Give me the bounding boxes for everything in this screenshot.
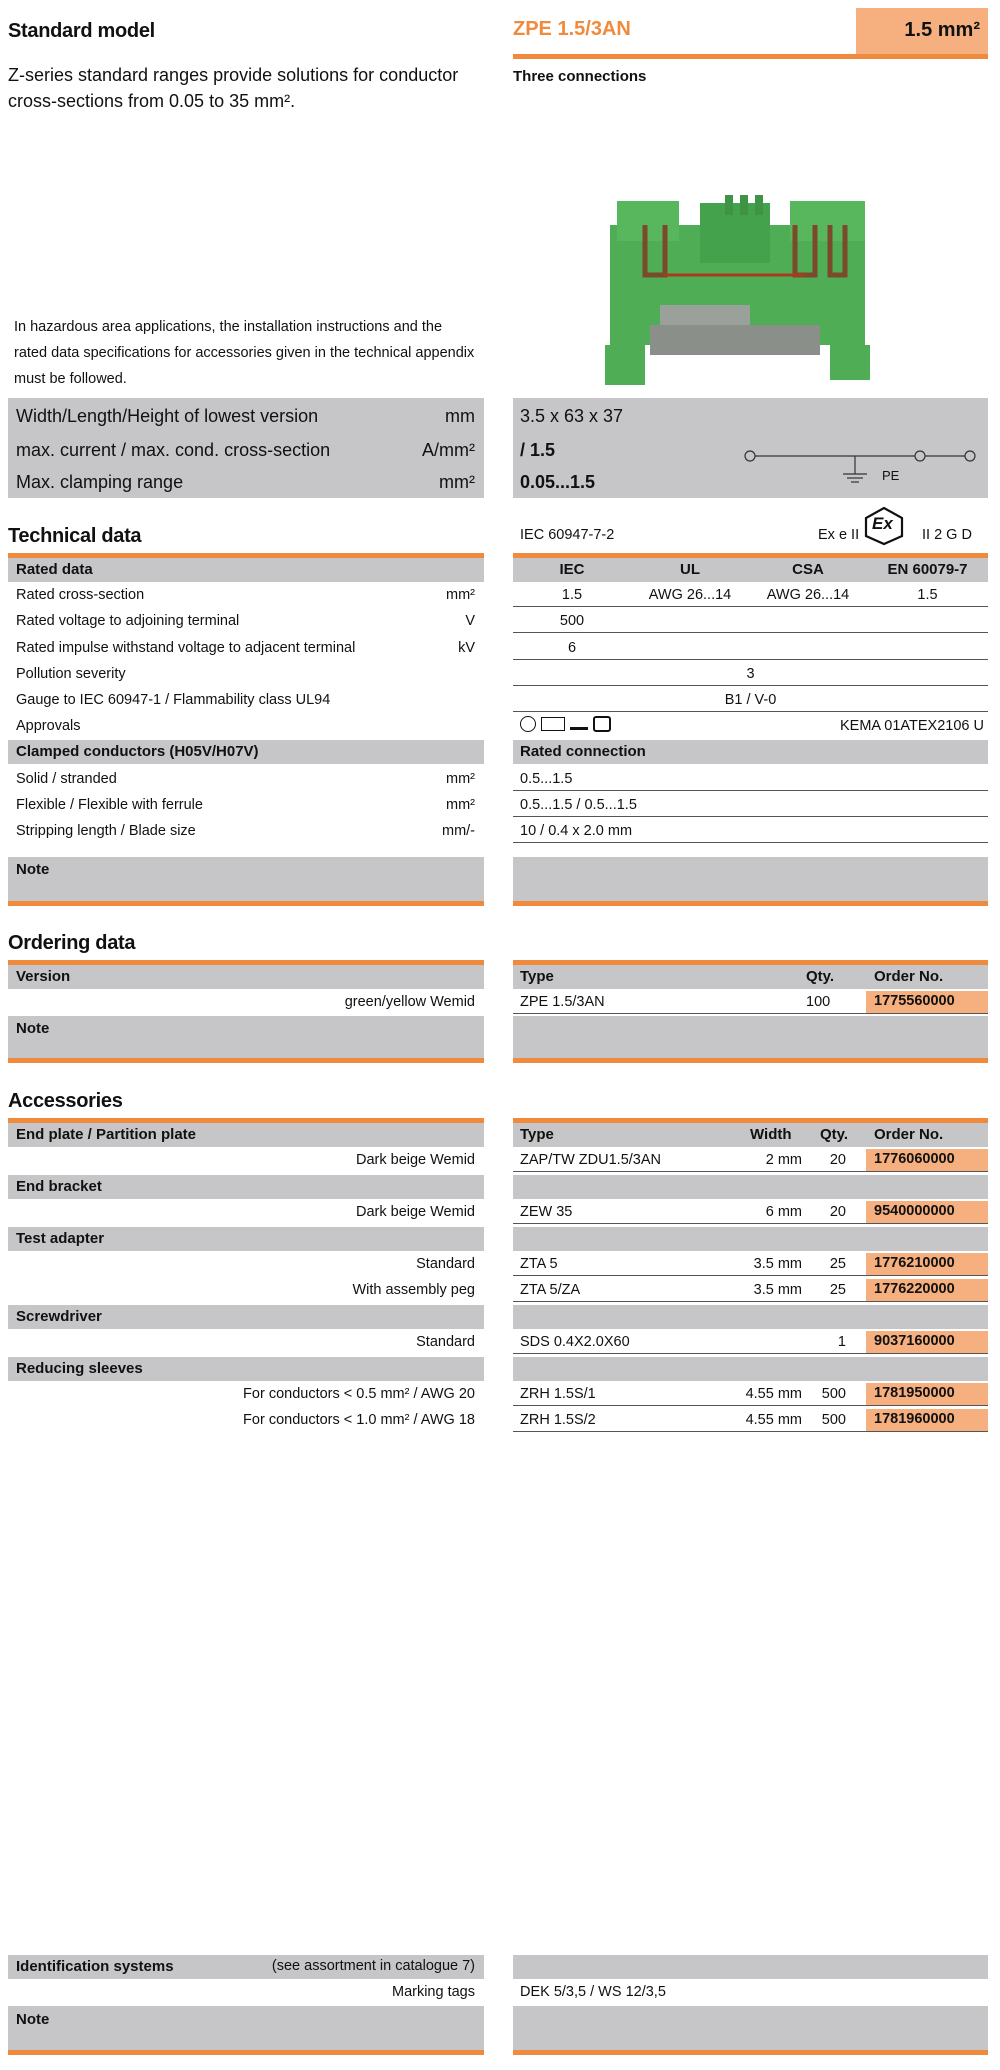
acc-group-4-item-1-desc: For conductors < 1.0 mm² / AWG 18: [243, 1412, 475, 1428]
ordering-qty: 100: [806, 994, 831, 1010]
acc-group-2-item-1-desc: With assembly peg: [352, 1282, 475, 1298]
rated-connection: Rated connection: [520, 743, 646, 760]
acc-group-2-item-1-type: ZTA 5/ZA: [520, 1282, 581, 1298]
approval-logos: [520, 716, 611, 732]
rated-row-1-iec: 500: [559, 613, 585, 629]
clamp-row-0-label: Solid / stranded: [16, 771, 117, 787]
acc-group-2-item-0-qty: 25: [829, 1256, 846, 1272]
acc-col-width: Width: [750, 1126, 792, 1143]
technical-title: Technical data: [8, 525, 142, 547]
summary-row-1-value: / 1.5: [520, 440, 556, 460]
rated-row-0-csa: AWG 26...14: [766, 587, 850, 603]
product-subtitle: Three connections: [513, 68, 647, 85]
acc-group-0-item-0-width: 2 mm: [765, 1152, 802, 1168]
rated-row-0-en: 1.5: [917, 587, 938, 603]
version-header: Version: [16, 968, 71, 985]
ident-note-right: [513, 2006, 988, 2050]
clamp-row-0-value: 0.5...1.5: [520, 771, 573, 787]
col-en: EN 60079-7: [887, 561, 968, 578]
version-value: green/yellow Wemid: [344, 994, 475, 1010]
acc-order-no[interactable]: [866, 1383, 988, 1405]
clamp-row-1-label: Flexible / Flexible with ferrule: [16, 797, 203, 813]
rated-row-1-label: Rated voltage to adjoining terminal: [16, 613, 240, 629]
acc-group-1-item-0-width: 6 mm: [765, 1204, 802, 1220]
acc-col-order: Order No.: [874, 1126, 944, 1143]
clamp-row-0-unit: mm²: [446, 771, 475, 787]
ex-symbol: Ex: [872, 514, 893, 533]
acc-group-4-item-0-qty: 500: [821, 1386, 846, 1402]
approvals-label: Approvals: [16, 718, 81, 734]
acc-col-type: Type: [520, 1126, 554, 1143]
header-rule: [513, 54, 988, 59]
ident-note-left: [8, 2006, 484, 2050]
acc-order-no[interactable]: [866, 1149, 988, 1171]
rated-row-0-iec: 1.5: [561, 587, 583, 603]
clamped-header: Clamped conductors (H05V/H07V): [16, 743, 259, 760]
clamp-row-1-unit: mm²: [446, 797, 475, 813]
acc-group-2-item-0-width: 3.5 mm: [753, 1256, 802, 1272]
summary-row-0-unit: mm: [445, 406, 475, 426]
clamp-row-2-value: 10 / 0.4 x 2.0 mm: [520, 823, 633, 839]
rated-row-2-iec: 6: [567, 640, 577, 656]
acc-group-2-item-0-order: 1776210000: [874, 1255, 955, 1271]
ident-catalogue: (see assortment in catalogue 7): [271, 1958, 475, 1974]
tech-standard: IEC 60947-7-2: [520, 527, 615, 543]
pollution-value: 3: [746, 666, 755, 682]
accessories-title: Accessories: [8, 1090, 123, 1112]
acc-spacer-row: [513, 1227, 988, 1251]
rated-row-0-unit: mm²: [446, 587, 475, 603]
ordering-note-rule-right: [513, 1058, 988, 1063]
acc-group-0-item-0-order: 1776060000: [874, 1151, 955, 1167]
acc-spacer-row: [513, 1305, 988, 1329]
ordering-note-label: Note: [16, 1020, 50, 1037]
version-header-row: [8, 965, 484, 989]
intro-text: Z-series standard ranges provide solutions for conductor cross-sections from 0.05 to 35 mm².: [8, 65, 459, 111]
acc-group-3-item-0-order: 9037160000: [874, 1333, 955, 1349]
acc-group-4-item-1-type: ZRH 1.5S/2: [520, 1412, 596, 1428]
rated-row-0-label: Rated cross-section: [16, 587, 145, 603]
acc-group-0-header: End plate / Partition plate: [16, 1126, 197, 1143]
ordering-note-right: [513, 1016, 988, 1058]
acc-group-3-item-0-desc: Standard: [416, 1334, 475, 1350]
acc-group-1-header: End bracket: [16, 1178, 102, 1195]
ordering-col-order: Order No.: [874, 968, 944, 985]
summary-row-2-label: Max. clamping range: [16, 472, 184, 492]
acc-group-3-item-0-qty: 1: [837, 1334, 846, 1350]
summary-row-1-unit: A/mm²: [422, 440, 475, 460]
tech-ex-class: II 2 G D: [922, 527, 972, 543]
page-title: Standard model: [8, 20, 155, 42]
acc-group-4-item-0-type: ZRH 1.5S/1: [520, 1386, 596, 1402]
rated-row-2-unit: kV: [458, 640, 475, 656]
acc-order-no[interactable]: [866, 1279, 988, 1301]
acc-group-4-item-0-order: 1781950000: [874, 1385, 955, 1401]
summary-row-0-label: Width/Length/Height of lowest version: [16, 406, 319, 426]
kema-logo-icon: [541, 717, 565, 731]
pollution-label: Pollution severity: [16, 666, 126, 682]
ident-marking-value: DEK 5/3,5 / WS 12/3,5: [520, 1984, 666, 2000]
acc-group-4-item-0-desc: For conductors < 0.5 mm² / AWG 20: [243, 1386, 475, 1402]
summary-row-2-value: 0.05...1.5: [520, 472, 596, 492]
acc-group-4-item-1-order: 1781960000: [874, 1411, 955, 1427]
acc-group-4-item-1-qty: 500: [821, 1412, 846, 1428]
csa-logo-icon: [520, 716, 536, 732]
col-ul: UL: [680, 561, 700, 578]
rated-row-0-ul: AWG 26...14: [648, 587, 732, 603]
col-csa: CSA: [792, 561, 824, 578]
gauge-label: Gauge to IEC 60947-1 / Flammability class UL94: [16, 692, 331, 708]
ordering-order-no[interactable]: [866, 991, 988, 1013]
acc-group-1-item-0-desc: Dark beige Wemid: [355, 1204, 475, 1220]
clamp-row-1-value: 0.5...1.5 / 0.5...1.5: [520, 797, 637, 813]
acc-group-3-header: Screwdriver: [16, 1308, 102, 1325]
ul-logo-icon: [593, 716, 611, 732]
summary-row-0-value: 3.5 x 63 x 37: [520, 406, 624, 426]
ident-marking: Marking tags: [391, 1984, 475, 2000]
tech-note-rule-right: [513, 901, 988, 906]
tech-note-right: [513, 857, 988, 901]
ordering-type: ZPE 1.5/3AN: [520, 994, 605, 1010]
summary-row-2-unit: mm²: [439, 472, 475, 492]
clamp-row-2-unit: mm/-: [441, 823, 475, 839]
product-name: ZPE 1.5/3AN: [513, 18, 631, 40]
ordering-note-rule-left: [8, 1058, 484, 1063]
acc-order-no[interactable]: [866, 1409, 988, 1431]
acc-order-no[interactable]: [866, 1201, 988, 1223]
acc-order-no[interactable]: [866, 1331, 988, 1353]
acc-group-1-item-0-order: 9540000000: [874, 1203, 955, 1219]
ordering-col-type: Type: [520, 968, 554, 985]
acc-group-1-item-0-qty: 20: [829, 1204, 846, 1220]
acc-group-2-item-0-type: ZTA 5: [520, 1256, 558, 1272]
tech-note-left: [8, 857, 484, 901]
ident-note-label: Note: [16, 2011, 50, 2028]
size-label: 1.5 mm²: [904, 19, 980, 41]
pe-label: PE: [882, 468, 900, 483]
ordering-title: Ordering data: [8, 932, 136, 954]
acc-col-qty: Qty.: [820, 1126, 849, 1143]
summary-row-1-label: max. current / max. cond. cross-section: [16, 440, 331, 460]
ordering-note-left: [8, 1016, 484, 1058]
product-header: [513, 8, 988, 54]
acc-group-2-header: Test adapter: [16, 1230, 105, 1247]
acc-group-4-header: Reducing sleeves: [16, 1360, 143, 1377]
ordering-col-qty: Qty.: [806, 968, 835, 985]
acc-spacer-row: [513, 1175, 988, 1199]
circuit-diagram: [740, 446, 980, 492]
approvals-value: KEMA 01ATEX2106 U: [839, 718, 984, 734]
ident-header-right: [513, 1955, 988, 1979]
acc-group-2-item-1-width: 3.5 mm: [753, 1282, 802, 1298]
ident-note-rule-right: [513, 2050, 988, 2055]
size-badge: [856, 8, 988, 54]
acc-group-0-item-0-type: ZAP/TW ZDU1.5/3AN: [520, 1152, 661, 1168]
acc-group-0-item-0-qty: 20: [829, 1152, 846, 1168]
acc-group-3-item-0-type: SDS 0.4X2.0X60: [520, 1334, 630, 1350]
gauge-value: B1 / V-0: [724, 692, 777, 708]
tech-note-label: Note: [16, 861, 50, 878]
acc-group-4-item-1-width: 4.55 mm: [745, 1412, 802, 1428]
rated-header: Rated data: [16, 561, 93, 578]
rated-row-1-unit: V: [465, 613, 475, 629]
terminal-block-image: [605, 195, 875, 385]
col-iec: IEC: [559, 561, 585, 578]
ordering-order-no-text: 1775560000: [874, 993, 955, 1009]
tech-note-rule-left: [8, 901, 484, 906]
clamp-row-2-label: Stripping length / Blade size: [16, 823, 196, 839]
cul-logo-icon: [570, 716, 588, 730]
acc-group-2-item-1-order: 1776220000: [874, 1281, 955, 1297]
clamp-row-0-line: [513, 767, 988, 791]
acc-group-2-item-1-qty: 25: [829, 1282, 846, 1298]
acc-order-no[interactable]: [866, 1253, 988, 1275]
acc-group-1-item-0-type: ZEW 35: [520, 1204, 573, 1220]
acc-group-4-item-0-width: 4.55 mm: [745, 1386, 802, 1402]
acc-group-2-item-0-desc: Standard: [416, 1256, 475, 1272]
acc-group-0-item-0-desc: Dark beige Wemid: [355, 1152, 475, 1168]
tech-ex: Ex e II: [818, 527, 860, 543]
ident-header: Identification systems: [16, 1958, 174, 1975]
acc-spacer-row: [513, 1357, 988, 1381]
rated-row-2-label: Rated impulse withstand voltage to adjacent terminal: [16, 640, 356, 656]
hazard-note: In hazardous area applications, the installation instructions and the rated data specifications for accessories given in the technical appendix must be followed.: [14, 319, 475, 387]
ident-note-rule-left: [8, 2050, 484, 2055]
